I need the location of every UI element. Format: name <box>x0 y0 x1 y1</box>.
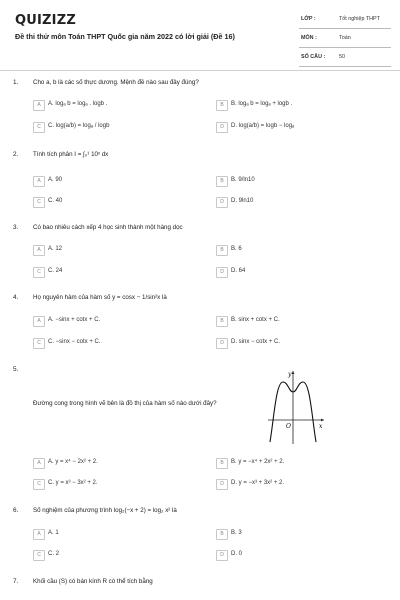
option-letter-box: D <box>216 267 228 278</box>
option-text: C. y = x³ − 3x² + 2. <box>48 480 98 486</box>
option-text: D. y = −x³ + 3x² + 2. <box>231 480 285 486</box>
y-axis-arrow <box>292 371 295 374</box>
origin-label: O <box>286 423 291 430</box>
option-text: C. 2 <box>48 551 60 557</box>
option-letter-box: A <box>33 100 45 111</box>
option-text: C. log(a/b) = logₐ / logb <box>48 123 110 129</box>
question-text: Số nghiệm của phương trình log₂(−x + 2) = log₂ x² là <box>33 507 177 514</box>
option-letter-box: A <box>33 176 45 187</box>
question-number: 7. <box>13 578 19 585</box>
question-text: Cho a, b là các số thực dương. Mệnh đề nào sau đây đúng? <box>33 79 199 86</box>
option-text: A. 12 <box>48 246 63 252</box>
answer-option-d[interactable] <box>216 549 376 561</box>
meta-label: LỚP : <box>301 16 316 22</box>
option-text: C. 40 <box>48 198 63 204</box>
answer-option-a[interactable] <box>33 244 183 256</box>
question-number: 4. <box>13 294 19 301</box>
answer-option-b[interactable] <box>216 457 376 469</box>
option-text: B. sinx + cotx + C. <box>231 317 280 323</box>
option-text: C. 24 <box>48 268 63 274</box>
option-letter-box: A <box>33 316 45 327</box>
option-text: B. 3 <box>231 530 242 536</box>
option-letter-box: C <box>33 479 45 490</box>
option-text: D. sinx − cotx + C. <box>231 339 281 345</box>
meta-value: Tốt nghiệp THPT <box>339 16 380 22</box>
question-text: Có bao nhiêu cách xếp 4 học sinh thành một hàng dọc <box>33 224 183 231</box>
answer-option-c[interactable] <box>33 337 183 349</box>
option-text: D. 0 <box>231 551 243 557</box>
answer-option-c[interactable] <box>33 196 183 208</box>
option-text: B. logₐ b = logₐ + logb . <box>231 101 293 107</box>
answer-option-c[interactable] <box>33 266 183 278</box>
question-number: 3. <box>13 224 19 231</box>
answer-option-a[interactable] <box>33 457 183 469</box>
answer-option-d[interactable] <box>216 121 376 133</box>
option-letter-box: D <box>216 479 228 490</box>
option-text: D. log(a/b) = logb − logₐ <box>231 123 295 129</box>
option-letter-box: D <box>216 550 228 561</box>
answer-option-d[interactable] <box>216 337 376 349</box>
function-graph <box>266 368 326 446</box>
question-text: Đường cong trong hình vẽ bên là đồ thị của hàm số nào dưới đây? <box>33 400 217 407</box>
option-text: C. −sinx − cotx + C. <box>48 339 101 345</box>
option-letter-box: C <box>33 122 45 133</box>
meta-row-subject <box>299 29 391 48</box>
option-text: B. y = −x⁴ + 2x² + 2. <box>231 459 285 465</box>
option-letter-box: A <box>33 529 45 540</box>
option-text: B. 9/ln10 <box>231 177 255 183</box>
answer-option-c[interactable] <box>33 121 183 133</box>
meta-value: 50 <box>339 54 345 60</box>
meta-row-class <box>299 10 391 29</box>
option-letter-box: A <box>33 245 45 256</box>
meta-row-count <box>299 48 391 67</box>
header-divider <box>0 70 400 71</box>
answer-option-c[interactable] <box>33 478 183 490</box>
x-axis-label: x <box>319 423 323 430</box>
option-letter-box: B <box>216 458 228 469</box>
option-text: A. −sinx + cotx + C. <box>48 317 101 323</box>
question-number: 2. <box>13 151 19 158</box>
option-text: A. 90 <box>48 177 63 183</box>
question-number: 6. <box>13 507 19 514</box>
meta-value: Toán <box>339 35 351 41</box>
answer-option-a[interactable] <box>33 175 183 187</box>
meta-box <box>299 10 391 67</box>
option-letter-box: A <box>33 458 45 469</box>
answer-option-b[interactable] <box>216 99 376 111</box>
option-letter-box: C <box>33 197 45 208</box>
question-number: 1. <box>13 79 19 86</box>
question-number: 5. <box>13 366 19 373</box>
option-letter-box: D <box>216 338 228 349</box>
answer-option-d[interactable] <box>216 196 376 208</box>
option-letter-box: C <box>33 338 45 349</box>
answer-option-a[interactable] <box>33 99 183 111</box>
option-text: A. logₐ b = logₐ . logb . <box>48 101 108 107</box>
option-letter-box: D <box>216 122 228 133</box>
meta-label: SỐ CÂU : <box>301 54 326 60</box>
option-letter-box: C <box>33 550 45 561</box>
answer-option-b[interactable] <box>216 175 376 187</box>
meta-label: MÔN : <box>301 35 317 41</box>
option-letter-box: B <box>216 316 228 327</box>
question-text: Khối cầu (S) có bán kính R có thể tích bằng <box>33 578 153 585</box>
answer-option-a[interactable] <box>33 528 183 540</box>
option-text: D. 64 <box>231 268 246 274</box>
answer-option-d[interactable] <box>216 266 376 278</box>
question-text: Họ nguyên hàm của hàm số y = cosx − 1/sin²x là <box>33 294 167 301</box>
x-axis-arrow <box>321 419 324 422</box>
option-letter-box: B <box>216 100 228 111</box>
answer-option-b[interactable] <box>216 528 376 540</box>
answer-option-d[interactable] <box>216 478 376 490</box>
option-text: A. y = x⁴ − 2x² + 2. <box>48 459 98 465</box>
answer-option-c[interactable] <box>33 549 183 561</box>
answer-option-b[interactable] <box>216 315 376 327</box>
question-text: Tính tích phân I = ∫₀¹ 10ˣ dx <box>33 151 109 158</box>
answer-option-b[interactable] <box>216 244 376 256</box>
option-text: B. 6 <box>231 246 242 252</box>
y-axis-label: y <box>288 371 292 378</box>
quizizz-logo: QUIZIZZ <box>15 13 76 28</box>
option-letter-box: B <box>216 245 228 256</box>
option-text: A. 1 <box>48 530 59 536</box>
page-title: Đề thi thử môn Toán THPT Quốc gia năm 2022 có lời giải (Đề 16) <box>15 32 235 41</box>
option-letter-box: B <box>216 176 228 187</box>
option-letter-box: D <box>216 197 228 208</box>
option-text: D. 9ln10 <box>231 198 254 204</box>
option-letter-box: C <box>33 267 45 278</box>
option-letter-box: B <box>216 529 228 540</box>
answer-option-a[interactable] <box>33 315 183 327</box>
